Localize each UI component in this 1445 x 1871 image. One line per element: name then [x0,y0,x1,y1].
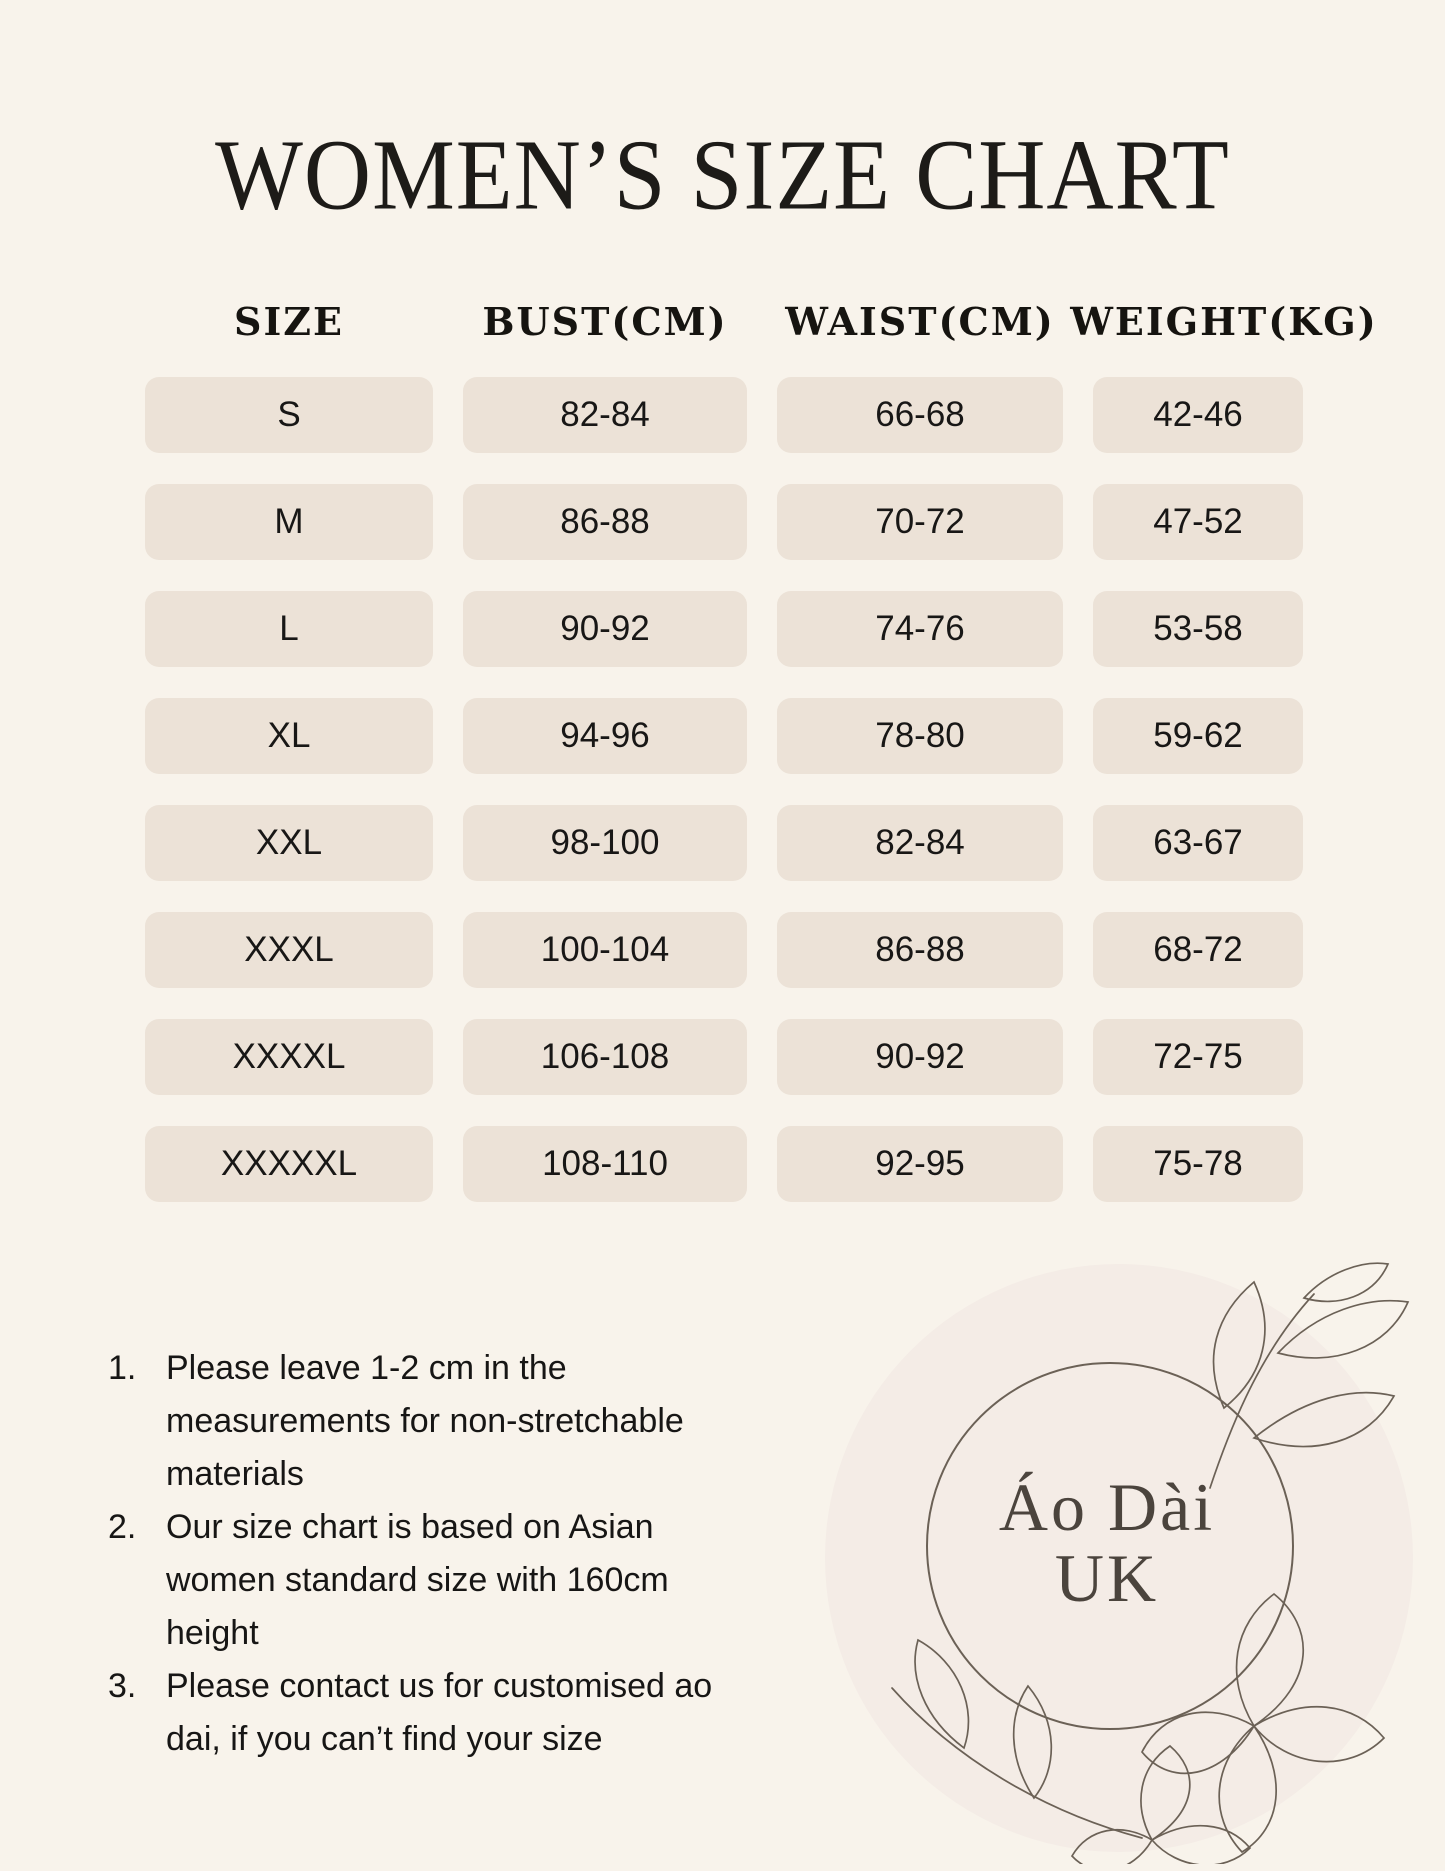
page-title-wrap [0,118,1445,232]
table-cell-bust: 82-84 [463,377,747,453]
table-cell-bust: 94-96 [463,698,747,774]
table-cell-waist: 90-92 [777,1019,1063,1095]
note-text [166,1501,728,1660]
table-cell-bust: 106-108 [463,1019,747,1095]
column-header-size: SIZE [234,298,344,344]
note-line: women standard size with 160cm [166,1561,669,1599]
note-line: dai, if you can’t find your size [166,1720,603,1758]
table-cell-weight: 53-58 [1093,591,1303,667]
table-cell-size: M [145,484,433,560]
notes-list [108,1342,728,1766]
note-line: Please contact us for customised ao [166,1667,713,1705]
table-cell-size: XXXL [145,912,433,988]
column-header-weight: WEIGHT(KG) [1070,298,1378,344]
table-cell-weight: 75-78 [1093,1126,1303,1202]
note-number: 1. [108,1349,137,1387]
table-cell-waist: 66-68 [777,377,1063,453]
table-cell-waist: 74-76 [777,591,1063,667]
table-cell-size: XXXXXL [145,1126,433,1202]
table-cell-bust: 98-100 [463,805,747,881]
note-line: materials [166,1455,304,1493]
table-cell-waist: 92-95 [777,1126,1063,1202]
page-title: WOMEN’S SIZE CHART [215,120,1230,232]
table-cell-size: XXL [145,805,433,881]
column-header-bust: BUST(CM) [482,298,728,344]
note-line: Our size chart is based on Asian [166,1508,654,1546]
note-item-2 [108,1501,728,1660]
note-line: measurements for non-stretchable [166,1402,684,1440]
brand-logo-illustration [822,1256,1417,1864]
table-cell-weight: 42-46 [1093,377,1303,453]
table-cell-bust: 86-88 [463,484,747,560]
logo-text-line2: UK [1054,1540,1160,1616]
table-cell-waist: 70-72 [777,484,1063,560]
note-text [166,1660,728,1766]
logo-text-line1: Áo Dài [998,1469,1216,1545]
table-cell-weight: 59-62 [1093,698,1303,774]
column-header-waist: WAIST(CM) [785,298,1055,344]
table-cell-size: L [145,591,433,667]
table-cell-waist: 82-84 [777,805,1063,881]
note-line: height [166,1614,259,1652]
table-cell-size: S [145,377,433,453]
table-cell-waist: 78-80 [777,698,1063,774]
size-table [145,296,1378,1202]
table-cell-weight: 63-67 [1093,805,1303,881]
note-item-1 [108,1342,728,1501]
note-number: 2. [108,1508,137,1546]
table-cell-bust: 100-104 [463,912,747,988]
table-cell-bust: 90-92 [463,591,747,667]
table-cell-size: XL [145,698,433,774]
table-cell-weight: 47-52 [1093,484,1303,560]
note-text [166,1342,728,1501]
table-cell-weight: 68-72 [1093,912,1303,988]
table-cell-bust: 108-110 [463,1126,747,1202]
brand-logo [822,1256,1417,1864]
note-number: 3. [108,1667,137,1705]
note-item-3 [108,1660,728,1766]
table-cell-weight: 72-75 [1093,1019,1303,1095]
table-cell-waist: 86-88 [777,912,1063,988]
table-cell-size: XXXXL [145,1019,433,1095]
note-line: Please leave 1-2 cm in the [166,1349,567,1387]
